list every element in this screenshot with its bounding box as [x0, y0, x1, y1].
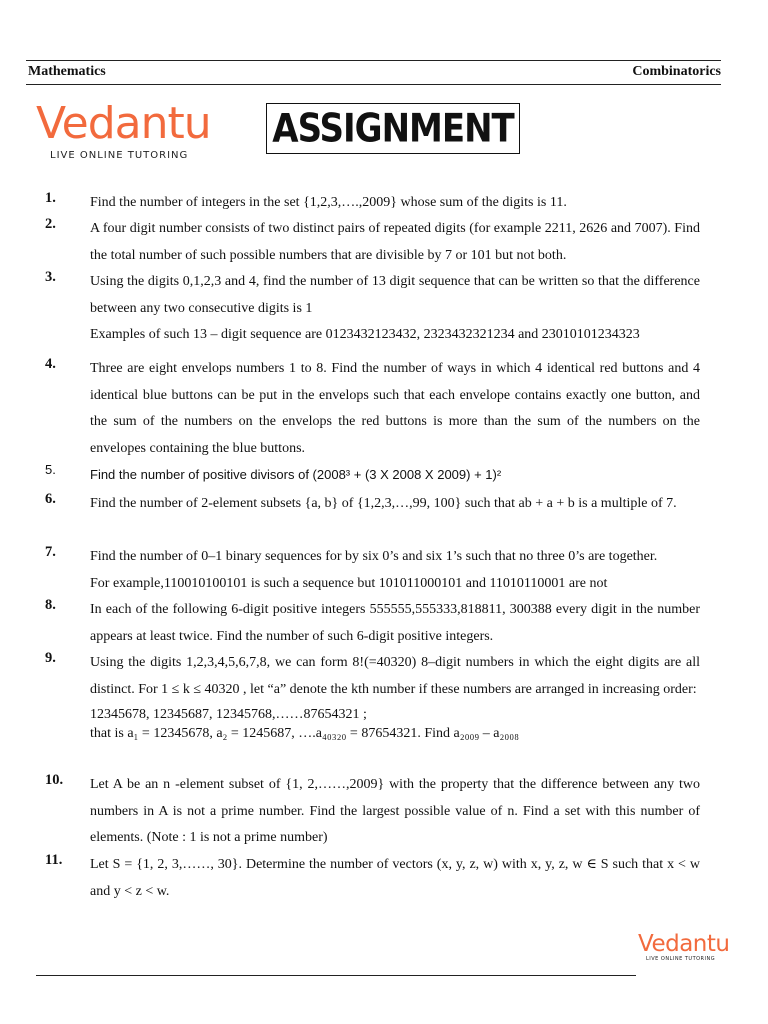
question-line: For example,110010100101 is such a sequence but 101011000101 and 11010110001 are not — [90, 575, 608, 591]
logo-tagline: LIVE ONLINE TUTORING — [50, 150, 189, 161]
question-text — [90, 462, 700, 489]
question-number: 10. — [45, 772, 64, 788]
question-number: 1. — [45, 190, 56, 206]
question-line: Let A be an n -element subset of {1, 2,……,2009} with the property that the difference between any two numbers in A is not a prime number. Find the largest possible value of n. Find a set with this number of elements. (Note : 1 is not a prime number) — [90, 777, 700, 845]
subject-label: Mathematics — [28, 64, 106, 79]
question-number: 7. — [45, 544, 56, 560]
question-line: Find the number of 0–1 binary sequences for by six 0’s and six 1’s such that no three 0’s are together. — [90, 549, 658, 564]
assignment-title: ASSIGNMENT — [272, 105, 514, 152]
topic-label: Combinatorics — [632, 64, 721, 79]
question-number: 11. — [45, 852, 63, 868]
question-line: Examples of such 13 – digit sequence are 0123432123432, 2323432321234 and 23010101234323 — [90, 327, 640, 342]
question-number: 4. — [45, 356, 56, 372]
question-text — [90, 544, 700, 597]
question-text — [90, 356, 700, 462]
question-line: 12345678, 12345687, 12345768,……87654321 ; — [90, 707, 367, 722]
question-text — [90, 491, 700, 518]
question-line: Using the digits 1,2,3,4,5,6,7,8, we can form 8!(=40320) 8–digit numbers in which the eight digits are all distinct. For 1 ≤ k ≤ 40320 , let “a” denote the kth number if these numbers are arranged in increasing order: — [90, 655, 700, 697]
footer-rule — [36, 975, 636, 976]
footer-vedantu-logo — [638, 932, 738, 962]
question-number: 3. — [45, 269, 56, 285]
question-line: that is a₁ = 12345678, a₂ = 1245687, ….a₄₀₃₂₀ = 87654321. Find a₂₀₀₉ – a₂₀₀₈ — [90, 726, 519, 741]
question-text — [90, 216, 700, 269]
header-bottom-rule — [26, 84, 721, 85]
question-line: Using the digits 0,1,2,3 and 4, find the number of 13 digit sequence that can be written so that the difference between any two consecutive digits is 1 — [90, 274, 700, 316]
question-line: Find the number of 2-element subsets {a, b} of {1,2,3,…,99, 100} such that ab + a + b is a multiple of 7. — [90, 496, 677, 511]
question-number: 2. — [45, 216, 56, 232]
question-line: A four digit number consists of two distinct pairs of repeated digits (for example 2211, 2626 and 7007). Find the total number of such possible numbers that are divisible by 7 or 101 but not both. — [90, 221, 700, 263]
logo-wordmark: Vedantu — [36, 98, 211, 149]
question-number: 9. — [45, 650, 56, 666]
question-line: Find the number of positive divisors of (2008³ + (3 X 2008 X 2009) + 1)² — [90, 467, 502, 482]
question-line: In each of the following 6-digit positive integers 555555,555333,818811, 300388 every digit in the number appears at least twice. Find the number of such 6-digit positive integers. — [90, 602, 700, 644]
question-text — [90, 190, 700, 217]
question-text — [90, 852, 700, 905]
question-line: Three are eight envelops numbers 1 to 8. Find the number of ways in which 4 identical red buttons and 4 identical blue buttons can be put in the envelops such that each envelope contains exactly one button, and the sum of the numbers on the envelops the red buttons is more than the sum of the numbers on the envelopes containing the blue buttons. — [90, 361, 700, 456]
question-number: 5. — [45, 462, 56, 477]
footer-logo-tagline: LIVE ONLINE TUTORING — [646, 956, 716, 962]
footer-logo-wordmark: Vedantu — [638, 931, 730, 957]
question-text — [90, 597, 700, 650]
assignment-title-box — [266, 103, 520, 154]
question-text — [90, 650, 700, 743]
header-top-rule — [26, 60, 721, 61]
vedantu-logo — [36, 100, 226, 161]
question-number: 8. — [45, 597, 56, 613]
question-line: Let S = {1, 2, 3,……, 30}. Determine the number of vectors (x, y, z, w) with x, y, z, w ∈ S such that x < w and y < z < w. — [90, 857, 700, 899]
question-line: Find the number of integers in the set {1,2,3,….,2009} whose sum of the digits is 11. — [90, 195, 567, 210]
question-text — [90, 269, 700, 349]
question-number: 6. — [45, 491, 56, 507]
question-text — [90, 772, 700, 852]
